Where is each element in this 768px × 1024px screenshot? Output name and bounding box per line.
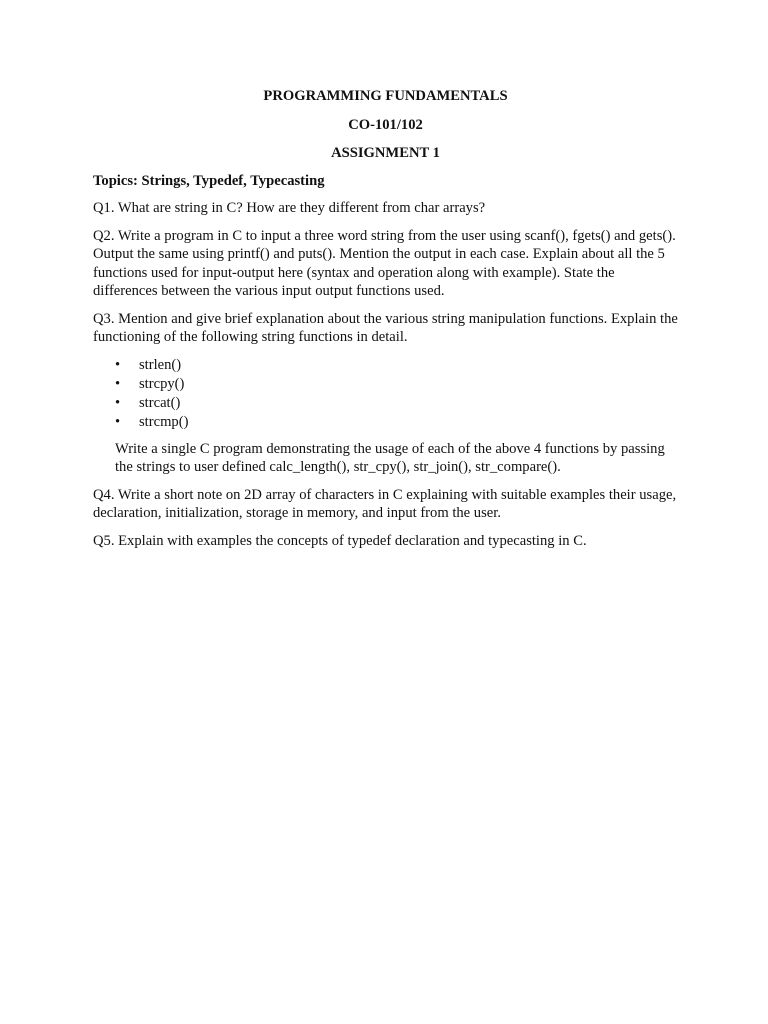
question-1: Q1. What are string in C? How are they different from char arrays?: [93, 200, 486, 216]
topics-line: Topics: Strings, Typedef, Typecasting: [93, 172, 325, 189]
bullet-icon: •: [115, 413, 121, 430]
question-5: Q5. Explain with examples the concepts of typedef declaration and typecasting in C.: [93, 532, 587, 549]
document-body: [93, 87, 678, 559]
question-3: Q3. Mention and give brief explanation about the various string manipulation functions. Explain the functioning of the following string functions in detail.: [93, 310, 678, 345]
list-item: [115, 356, 678, 375]
function-name: strlen(): [139, 356, 182, 373]
function-name: strcat(): [139, 394, 181, 411]
bullet-icon: •: [115, 375, 121, 392]
course-title: PROGRAMMING FUNDAMENTALS: [263, 88, 508, 104]
function-name: strcpy(): [139, 375, 185, 392]
course-code: CO-101/102: [348, 116, 423, 133]
assignment-title: ASSIGNMENT 1: [331, 145, 440, 161]
question-2: Q2. Write a program in C to input a three word string from the user using scanf(), fgets() and gets(). Output the same using printf() and puts(). Mention the output in each case. Explain about all the 5 functions used for input-output here (syntax and operation along with example). State the differences between the various input output functions used.: [93, 227, 676, 299]
bullet-icon: •: [115, 356, 121, 373]
function-name: strcmp(): [139, 413, 189, 430]
list-item: [115, 394, 678, 413]
question-4: Q4. Write a short note on 2D array of characters in C explaining with suitable examples their usage, declaration, initialization, storage in memory, and input from the user.: [93, 486, 677, 521]
list-item: [115, 375, 678, 394]
list-item: [115, 413, 678, 432]
bullet-icon: •: [115, 394, 121, 411]
string-function-list: [93, 356, 678, 432]
question-3-followup: Write a single C program demonstrating the usage of each of the above 4 functions by passing the strings to user defined calc_length(), str_cpy(), str_join(), str_compare().: [115, 440, 665, 475]
